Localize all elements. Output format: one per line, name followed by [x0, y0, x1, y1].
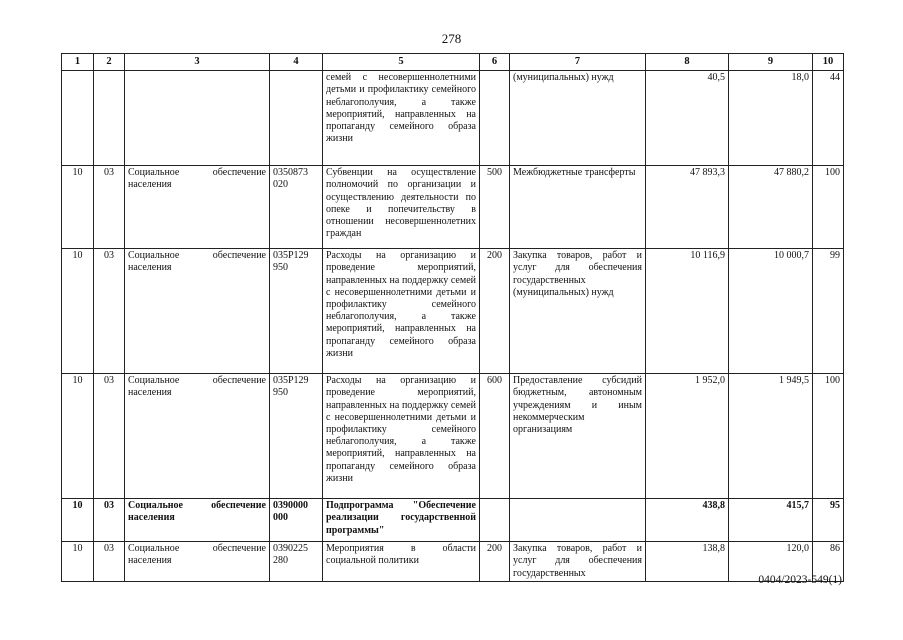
planned-amount: 438,8	[646, 499, 729, 542]
section-code: 10	[62, 499, 94, 542]
target-article-name: Подпрограмма "Обеспечение реализации государственной программы"	[323, 499, 480, 542]
executed-amount: 1 949,5	[729, 374, 813, 499]
target-article-name: Расходы на организацию и проведение мероприятий, направленных на поддержку семей с несовершеннолетними детьми и профилактику семейного неблагополучия, а также мероприятий, направленных на пропаганду семейного образа жизни	[323, 374, 480, 499]
execution-percent: 86	[813, 542, 844, 582]
execution-percent: 95	[813, 499, 844, 542]
target-article-code: 035Р129 950	[270, 374, 323, 499]
subsection-code: 03	[94, 249, 125, 374]
section-code: 10	[62, 249, 94, 374]
execution-percent: 100	[813, 166, 844, 249]
page-number: 278	[441, 31, 462, 46]
column-header: 4	[270, 54, 323, 71]
column-header: 6	[480, 54, 510, 71]
expense-type-code: 200	[480, 249, 510, 374]
expense-type-code: 200	[480, 542, 510, 582]
subsection-code	[94, 71, 125, 166]
column-header: 9	[729, 54, 813, 71]
section-code: 10	[62, 374, 94, 499]
column-header: 1	[62, 54, 94, 71]
table-row	[62, 71, 844, 166]
execution-percent: 99	[813, 249, 844, 374]
table-row	[62, 166, 844, 249]
column-header: 5	[323, 54, 480, 71]
subsection-code: 03	[94, 542, 125, 582]
document-code: 0404/2023-549(1)	[758, 574, 842, 586]
target-article-code: 0350873 020	[270, 166, 323, 249]
table-row	[62, 499, 844, 542]
subsection-name: Социальное обеспечение населения	[125, 374, 270, 499]
column-header: 2	[94, 54, 125, 71]
planned-amount: 47 893,3	[646, 166, 729, 249]
expense-type-name	[510, 499, 646, 542]
subsection-name: Социальное обеспечение населения	[125, 166, 270, 249]
target-article-name: семей с несовершеннолетними детьми и профилактику семейного неблагополучия, а также мероприятий, направленных на пропаганду семейного образа жизни	[323, 71, 480, 166]
column-header: 10	[813, 54, 844, 71]
subsection-name	[125, 71, 270, 166]
expense-type-name: Закупка товаров, работ и услуг для обеспечения государственных	[510, 542, 646, 582]
target-article-code: 0390000 000	[270, 499, 323, 542]
executed-amount: 120,0	[729, 542, 813, 582]
column-header: 8	[646, 54, 729, 71]
target-article-name: Расходы на организацию и проведение мероприятий, направленных на поддержку семей с несовершеннолетними детьми и профилактику семейного неблагополучия, а также мероприятий, направленных на пропаганду семейного образа жизни	[323, 249, 480, 374]
executed-amount: 47 880,2	[729, 166, 813, 249]
expense-type-code	[480, 499, 510, 542]
target-article-name: Мероприятия в области социальной политики	[323, 542, 480, 582]
execution-percent: 100	[813, 374, 844, 499]
section-code: 10	[62, 542, 94, 582]
column-header: 7	[510, 54, 646, 71]
expense-type-code: 600	[480, 374, 510, 499]
subsection-code: 03	[94, 374, 125, 499]
table-row	[62, 249, 844, 374]
section-code	[62, 71, 94, 166]
planned-amount: 10 116,9	[646, 249, 729, 374]
expense-type-code: 500	[480, 166, 510, 249]
table-row	[62, 542, 844, 582]
executed-amount: 10 000,7	[729, 249, 813, 374]
expense-type-name: Закупка товаров, работ и услуг для обеспечения государственных (муниципальных) нужд	[510, 249, 646, 374]
planned-amount: 1 952,0	[646, 374, 729, 499]
target-article-code: 035Р129 950	[270, 249, 323, 374]
execution-percent: 44	[813, 71, 844, 166]
table-row	[62, 374, 844, 499]
subsection-name: Социальное обеспечение населения	[125, 499, 270, 542]
expense-type-name: Межбюджетные трансферты	[510, 166, 646, 249]
budget-table	[61, 53, 844, 582]
target-article-code: 0390225 280	[270, 542, 323, 582]
column-header: 3	[125, 54, 270, 71]
header-row	[62, 54, 844, 71]
subsection-code: 03	[94, 499, 125, 542]
subsection-code: 03	[94, 166, 125, 249]
executed-amount: 18,0	[729, 71, 813, 166]
expense-type-name: (муниципальных) нужд	[510, 71, 646, 166]
planned-amount: 138,8	[646, 542, 729, 582]
subsection-name: Социальное обеспечение населения	[125, 249, 270, 374]
section-code: 10	[62, 166, 94, 249]
executed-amount: 415,7	[729, 499, 813, 542]
target-article-name: Субвенции на осуществление полномочий по организации и осуществлению деятельности по опеке и попечительству в отношении несовершеннолетних граждан	[323, 166, 480, 249]
subsection-name: Социальное обеспечение населения	[125, 542, 270, 582]
expense-type-name: Предоставление субсидий бюджетным, автономным учреждениям и иным некоммерческим организациям	[510, 374, 646, 499]
planned-amount: 40,5	[646, 71, 729, 166]
target-article-code	[270, 71, 323, 166]
expense-type-code	[480, 71, 510, 166]
